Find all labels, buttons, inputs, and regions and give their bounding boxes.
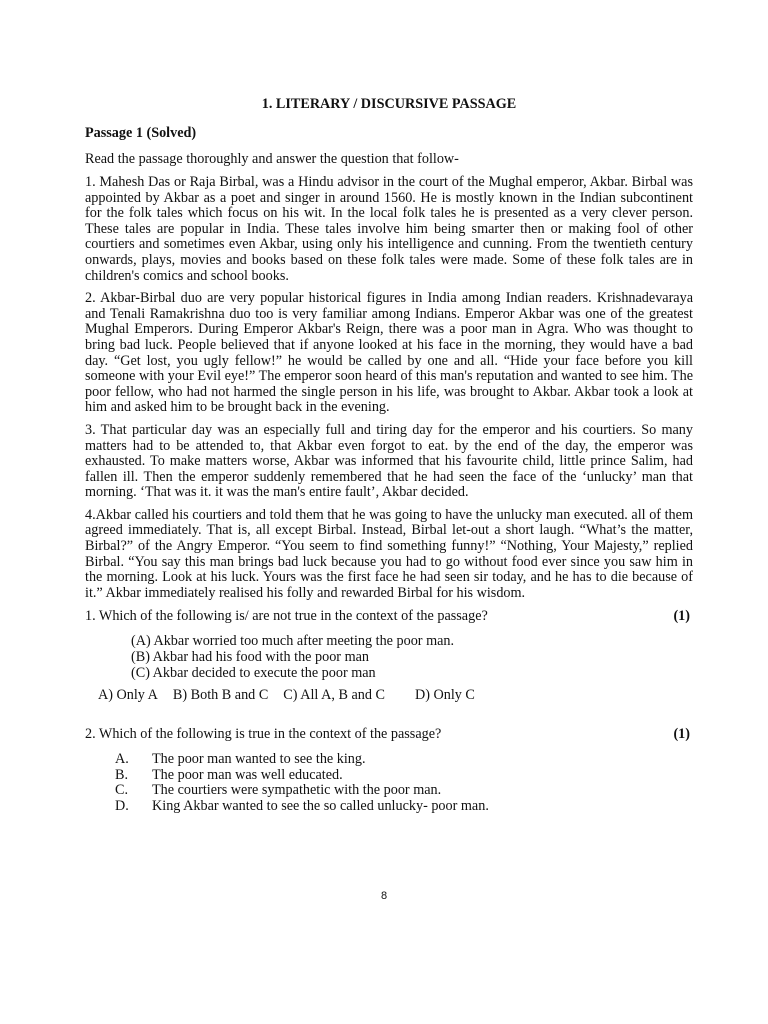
question-1-choices bbox=[98, 687, 693, 704]
statement-a: (A) Akbar worried too much after meeting the poor man. bbox=[131, 633, 455, 650]
paragraph-1: 1. Mahesh Das or Raja Birbal, was a Hindu advisor in the court of the Mughal emperor, Akbar. Birbal was appointed by Akbar as a poet and singer in around 1560. He is mostly known in the Indian subcontinent for the folk tales which focus on his wit. In the local folk tales he is presented as a very clever person. These tales are popular in India. These tales involve him being smarter then or making fool of other courtiers and sometimes even Akbar, using only his intelligence and cunning. From the twentieth century onwards, plays, movies and books based on these folk tales were made. Some of these folk tales are in children's comics and school books. bbox=[85, 174, 693, 284]
question-2-marks: (1) bbox=[673, 726, 690, 743]
paragraph-3: 3. That particular day was an especially full and tiring day for the emperor and his courtiers. So many matters had to be attended to, that Akbar even forgot to eat. by the end of the day, the emperor was exhausted. To make matters worse, Akbar was informed that his favourite child, little prince Salim, had fallen ill. Then the emperor suddenly remembered that he had seen the face of the ‘unlucky’ man that morning. ‘That was it. it was the man's entire fault’, Akbar decided. bbox=[85, 421, 693, 501]
option-row bbox=[115, 799, 693, 815]
option-label: A. bbox=[115, 751, 129, 768]
section-title: 1. LITERARY / DISCURSIVE PASSAGE bbox=[261, 96, 517, 112]
option-text: King Akbar wanted to see the so called unlucky- poor man. bbox=[152, 798, 489, 814]
option-label: D. bbox=[115, 798, 129, 814]
option-label: B. bbox=[115, 766, 129, 783]
option-row bbox=[115, 783, 693, 799]
question-2 bbox=[85, 726, 693, 743]
passage-heading: Passage 1 (Solved) bbox=[85, 125, 197, 141]
statement-b: (B) Akbar had his food with the poor man bbox=[131, 649, 369, 666]
question-1-marks: (1) bbox=[673, 608, 690, 625]
question-1-text: 1. Which of the following is/ are not true in the context of the passage? bbox=[85, 608, 488, 625]
option-label: C. bbox=[115, 782, 129, 799]
document-page bbox=[85, 96, 693, 815]
instruction-text: Read the passage thoroughly and answer the question that follow- bbox=[85, 151, 459, 167]
paragraph-4: 4.Akbar called his courtiers and told them that he was going to have the unlucky man executed. all of them agreed immediately. That is, all except Birbal. Instead, Birbal let-out a short laugh. “What’s the matter, Birbal?” of the Angry Emperor. “You seem to find something funny!” “Nothing, Your Majesty,” replied Birbal. “You say this man brings bad luck because you had to go without food ever since you saw him in the morning. Look at his luck. Yours was the first face he had seen sir today, and he has to die because of it.” Akbar immediately realised his folly and rewarded Birbal for his wisdom. bbox=[85, 506, 693, 601]
option-text: The courtiers were sympathetic with the poor man. bbox=[152, 782, 442, 799]
paragraph-2: 2. Akbar-Birbal duo are very popular historical figures in India among Indian readers. Krishnadevaraya and Tenali Ramakrishna duo too is very familiar among Indians. Emperor Akbar was one of the greatest Mughal Emperors. During Emperor Akbar's Reign, there was a poor man in Agra. Who was thought to bring bad luck. People believed that if anyone looked at his face in the morning, they would have a bad day. “Get lost, you ugly fellow!” he would be called by one and all. “Hide your face before you kill someone with your Evil eye!” The emperor soon heard of this man's reputation and wanted to see him. The poor fellow, who had not harmed the single person in his life, was brought to Akbar. Akbar took a look at him and asked him to be brought back in the evening. bbox=[85, 290, 693, 416]
statement-c: (C) Akbar decided to execute the poor man bbox=[131, 664, 376, 681]
choice-c: C) All A, B and C bbox=[283, 687, 385, 704]
choice-a: A) Only A bbox=[98, 687, 158, 704]
choice-b: B) Both B and C bbox=[172, 687, 269, 704]
option-row bbox=[115, 768, 693, 784]
option-text: The poor man was well educated. bbox=[152, 766, 343, 783]
question-1 bbox=[85, 608, 693, 625]
page-number: 8 bbox=[380, 890, 388, 902]
choice-d: D) Only C bbox=[414, 687, 475, 704]
question-1-statements bbox=[131, 634, 693, 681]
question-2-options bbox=[115, 752, 693, 814]
question-2-text: 2. Which of the following is true in the context of the passage? bbox=[85, 726, 442, 743]
option-row bbox=[115, 752, 693, 768]
option-text: The poor man wanted to see the king. bbox=[152, 751, 366, 768]
